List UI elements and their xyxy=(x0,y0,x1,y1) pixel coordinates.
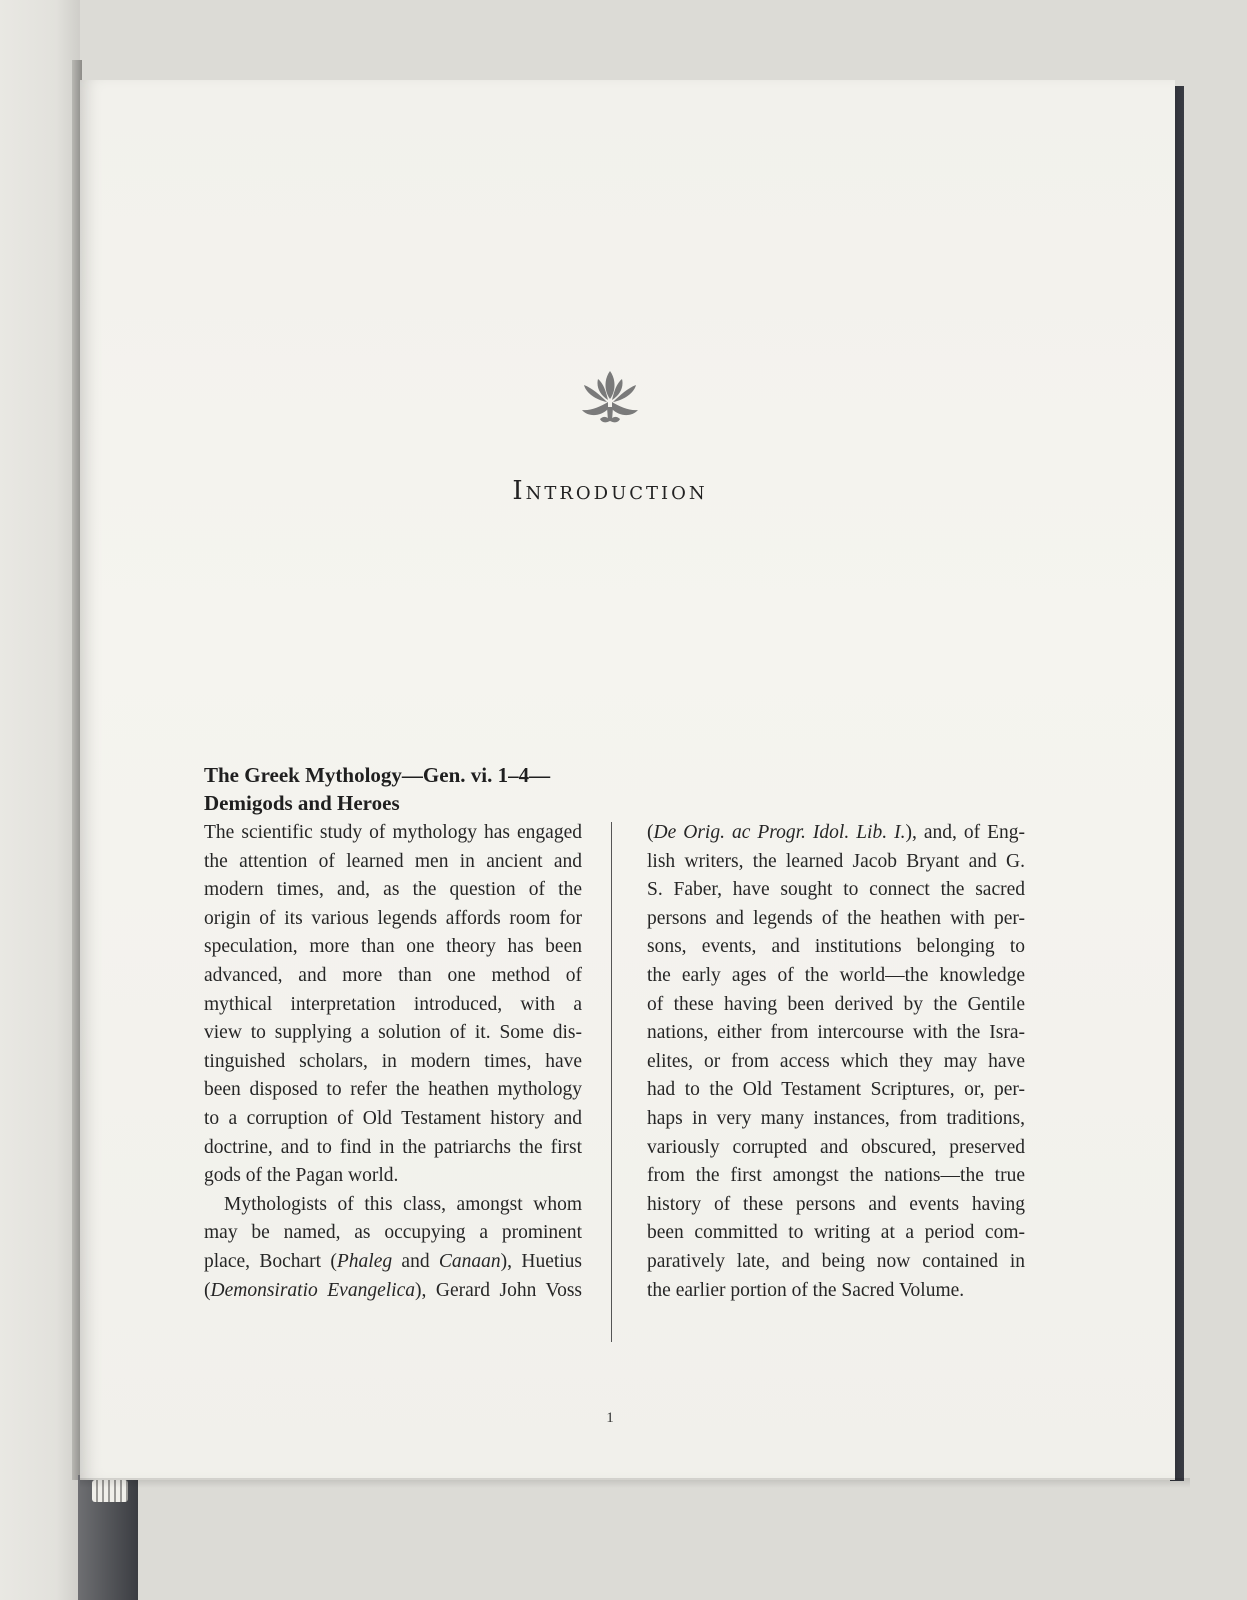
left-paragraph-2-line: Mythologists of this class, amongst whom xyxy=(224,1193,582,1215)
right-column-line: haps in very many instances, from traditions, xyxy=(647,1107,1025,1129)
left-column-line: The scientific study of mythology has engaged xyxy=(204,822,582,843)
right-column-line: been committed to writing at a period com- xyxy=(647,1222,1025,1244)
right-column-line: S. Faber, have sought to connect the sacred xyxy=(647,879,1025,901)
right-column-line: had to the Old Testament Scriptures, or, per- xyxy=(647,1079,1025,1101)
left-column-line: origin of its various legends affords room for xyxy=(204,907,582,929)
right-column-line: variously corrupted and obscured, preserved xyxy=(647,1136,1025,1158)
right-text-column xyxy=(647,819,1025,1305)
left-paragraph-2-line: (Demonsiratio Evangelica), Gerard John Voss xyxy=(204,1279,582,1301)
right-column-line: history of these persons and events having xyxy=(647,1193,1025,1215)
right-column-line: persons and legends of the heathen with per- xyxy=(647,907,1025,929)
right-paragraph xyxy=(647,848,1025,1306)
left-column-line: view to supplying a solution of it. Some dis- xyxy=(204,1022,582,1044)
left-column-line: been disposed to refer the heathen mythology xyxy=(204,1079,582,1101)
page-shadow xyxy=(80,1478,1190,1488)
chapter-title: Introduction xyxy=(512,476,708,506)
left-column-line: mythical interpretation introduced, with a xyxy=(204,993,582,1015)
left-column-line: speculation, more than one theory has been xyxy=(204,936,582,958)
left-column-line: the attention of learned men in ancient and xyxy=(204,850,582,872)
right-column-line: paratively late, and being now contained in xyxy=(647,1250,1025,1272)
lotus-ornament-icon xyxy=(578,367,642,425)
section-heading xyxy=(204,761,604,817)
right-column-line: from the first amongst the nations—the true xyxy=(647,1165,1025,1187)
right-column-line: elites, or from access which they may have xyxy=(647,1050,1025,1072)
right-column-line: of these having been derived by the Gentile xyxy=(647,993,1025,1015)
left-text-column xyxy=(204,819,582,1305)
right-column-line: (De Orig. ac Progr. Idol. Lib. I.), and, of Eng- xyxy=(647,822,1025,843)
column-divider xyxy=(611,822,612,1342)
left-paragraph-2-line: place, Bochart (Phaleg and Canaan), Huetius xyxy=(204,1250,583,1272)
left-column-line: advanced, and more than one method of xyxy=(204,964,582,986)
left-column-line: tinguished scholars, in modern times, have xyxy=(204,1050,582,1072)
right-column-line: nations, either from intercourse with the Isra- xyxy=(647,1022,1025,1044)
left-paragraph-2-line: may be named, as occupying a prominent xyxy=(204,1222,582,1244)
left-column-line: modern times, and, as the question of the xyxy=(204,879,582,901)
facing-page-edge xyxy=(0,0,80,1600)
right-column-line: the early ages of the world—the knowledge xyxy=(647,964,1025,986)
section-heading-line1: The Greek Mythology—Gen. vi. 1–4— xyxy=(204,763,551,787)
left-paragraph-1 xyxy=(204,819,582,1191)
left-column-line: to a corruption of Old Testament history and xyxy=(204,1107,582,1129)
section-heading-line2: Demigods and Heroes xyxy=(204,791,400,815)
right-column-line: the earlier portion of the Sacred Volume. xyxy=(647,1279,965,1301)
page-number: 1 xyxy=(606,1410,614,1426)
left-column-line: gods of the Pagan world. xyxy=(204,1165,399,1187)
right-column-line: sons, events, and institutions belonging to xyxy=(647,936,1025,958)
right-column-line: lish writers, the learned Jacob Bryant and G. xyxy=(647,850,1025,872)
left-column-line: doctrine, and to find in the patriarchs the first xyxy=(204,1136,582,1158)
